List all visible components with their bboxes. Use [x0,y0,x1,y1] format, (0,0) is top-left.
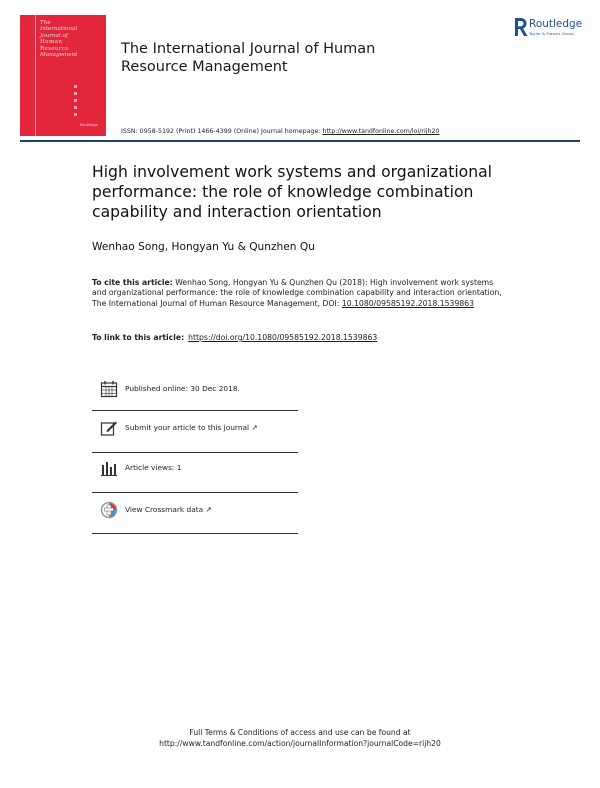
journal-homepage-link[interactable]: http://www.tandfonline.com/loi/rijh20 [322,128,440,135]
external-link-icon: ↗ [205,505,212,514]
cover-title-line: Resource [40,45,69,52]
routledge-r-icon [513,17,528,37]
footer-terms: Full Terms & Conditions of access and use can be found at [189,728,411,737]
divider [92,492,298,493]
issn-text: ISSN: 0958-5192 (Print) 1466-4399 (Online) Journal homepage: [121,128,323,135]
cover-title [40,20,94,58]
edit-icon [100,419,118,437]
issn-line [121,128,440,135]
cover-title-line: Journal of [40,32,68,39]
divider [92,410,298,411]
published-date: Published online: 30 Dec 2018. [125,384,240,393]
footer-url[interactable]: http://www.tandfonline.com/action/journalInformation?journalCode=rijh20 [159,739,441,748]
article-authors: Wenhao Song, Hongyan Yu & Qunzhen Qu [92,241,315,253]
crossmark-row[interactable] [100,501,298,521]
logo-name: Routledge [529,18,583,30]
views-row [100,459,298,479]
citation-text: Wenhao Song, Hongyan Yu & Qunzhen Qu (2018): High involvement work systems and organizational performance: the role of knowledge combination capability and interaction orientation, The International Journal of Human Resource Management, DOI: [92,278,502,308]
cover-stripe [35,15,36,136]
article-link-line [92,333,377,342]
cover-dots [74,85,77,120]
submit-label: Submit your article to this journal [125,423,250,432]
logo-tagline: Taylor & Francis Group [529,31,574,36]
submit-text [125,423,258,432]
citation-label: To cite this article: [92,278,173,287]
cover-title-line: Human [40,39,63,46]
crossmark-text [125,505,212,514]
submit-row[interactable] [100,419,298,439]
crossmark-label: View Crossmark data [125,505,204,514]
journal-title: The International Journal of Human Resource Management [121,41,376,75]
cover-title-line: Management [40,52,78,59]
divider [92,452,298,453]
link-label: To link to this article: [92,333,185,342]
article-title: High involvement work systems and organizational performance: the role of knowledge combination capability and interaction orientation [92,163,492,221]
published-row [100,380,298,400]
crossmark-icon [100,501,118,519]
citation-doi-link[interactable]: 10.1080/09585192.2018.1539863 [341,298,475,308]
calendar-icon [100,380,118,398]
publisher-logo[interactable] [513,17,593,41]
external-link-icon: ↗ [251,423,258,432]
cover-title-line: The [40,20,51,26]
divider [92,533,298,534]
bar-chart-icon [100,459,118,477]
article-views: Article views: 1 [125,463,182,472]
journal-cover [20,15,106,136]
cover-publisher: Routledge [80,123,98,127]
cover-title-line: International [40,26,78,33]
footer [0,727,600,749]
header-rule [20,140,580,142]
article-doi-link[interactable]: https://doi.org/10.1080/09585192.2018.1539863 [188,333,378,342]
citation-block [92,278,502,309]
